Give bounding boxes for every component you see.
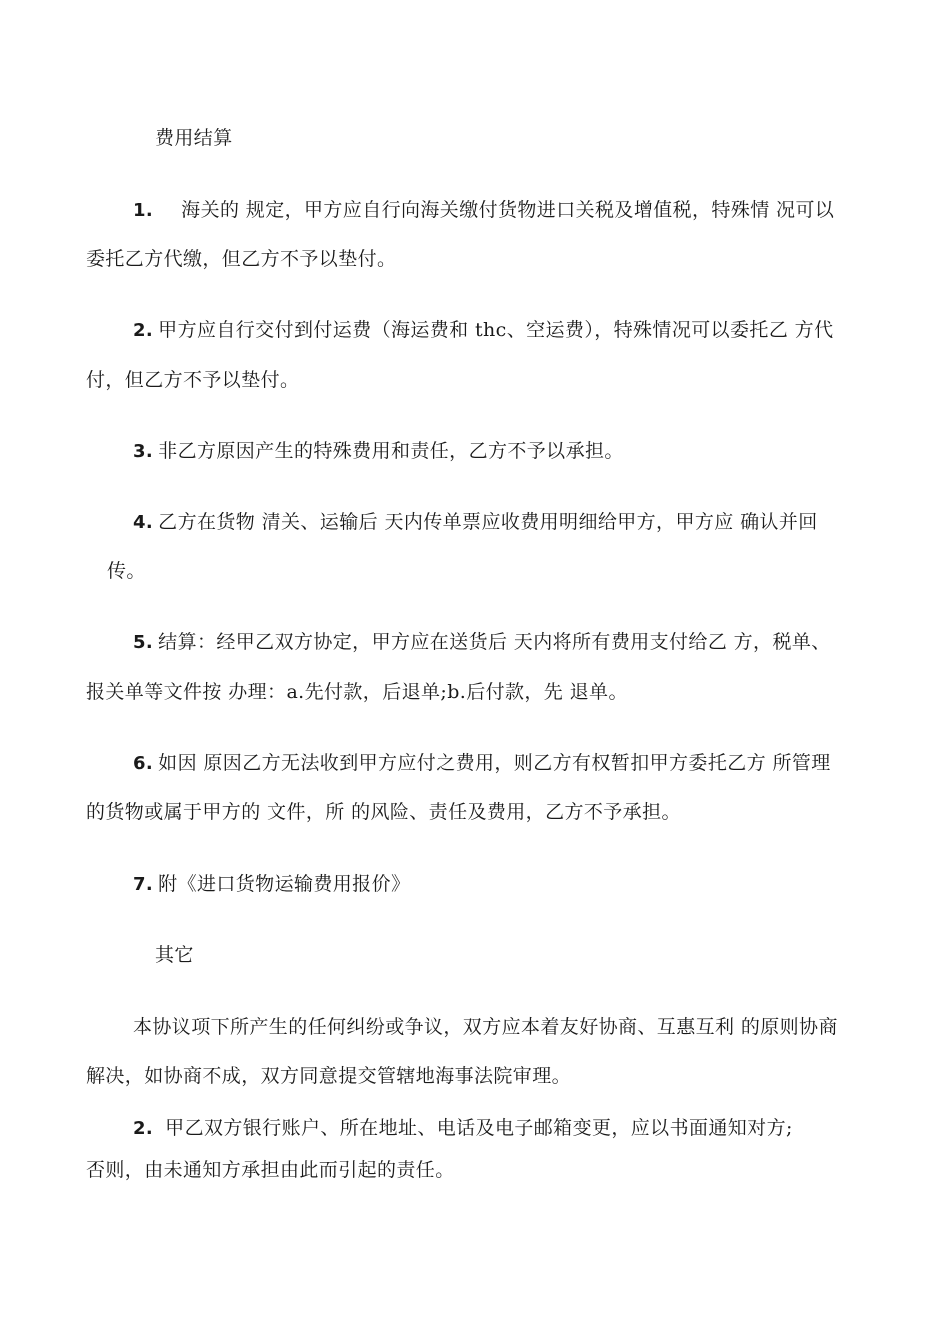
item-number: 1. bbox=[133, 200, 154, 221]
item-text: 甲乙双方银行账户、所在地址、电话及电子邮箱变更，应以书面通知对方; bbox=[165, 1117, 793, 1139]
item-2-first-line bbox=[133, 318, 833, 343]
item-number: 5. bbox=[133, 632, 154, 653]
item-text: 甲方应自行交付到付运费（海运费和 thc、空运费），特殊情况可以委托乙 方代 bbox=[158, 319, 834, 341]
item-number: 4. bbox=[133, 512, 154, 533]
item-text: 乙方在货物 清关、运输后 天内传单票应收费用明细给甲方，甲方应 确认并回 bbox=[158, 511, 818, 533]
item-4-first-line bbox=[133, 510, 818, 535]
item-5-second-line: 报关单等文件按 办理：a.先付款，后退单;b.后付款，先 退单。 bbox=[86, 681, 628, 703]
section-heading-other: 其它 bbox=[155, 944, 194, 966]
item-number: 2. bbox=[133, 1118, 154, 1139]
dispute-paragraph-first-line: 本协议项下所产生的任何纠纷或争议，双方应本着友好协商、互惠互利 的原则协商 bbox=[133, 1016, 838, 1038]
notice-paragraph-first-line bbox=[133, 1116, 793, 1141]
item-3-line bbox=[133, 439, 624, 464]
notice-paragraph-second-line: 否则，由未通知方承担由此而引起的责任。 bbox=[86, 1159, 455, 1181]
item-number: 6. bbox=[133, 753, 154, 774]
item-1-first-line bbox=[133, 198, 834, 223]
item-6-first-line bbox=[133, 751, 831, 776]
item-number: 2. bbox=[133, 320, 154, 341]
item-7-line bbox=[133, 872, 410, 897]
item-6-second-line: 的货物或属于甲方的 文件，所 的风险、责任及费用，乙方不予承担。 bbox=[86, 801, 681, 823]
item-text: 如因 原因乙方无法收到甲方应付之费用，则乙方有权暂扣甲方委托乙方 所管理 bbox=[158, 752, 831, 774]
item-text: 海关的 规定，甲方应自行向海关缴付货物进口关税及增值税，特殊情 况可以 bbox=[181, 199, 835, 221]
item-4-second-line: 传。 bbox=[107, 560, 146, 582]
item-1-second-line: 委托乙方代缴，但乙方不予以垫付。 bbox=[86, 248, 397, 270]
item-text: 非乙方原因产生的特殊费用和责任，乙方不予以承担。 bbox=[158, 440, 624, 462]
section-heading-fee-settlement: 费用结算 bbox=[155, 127, 233, 149]
item-5-first-line bbox=[133, 630, 831, 655]
item-text: 附《进口货物运输费用报价》 bbox=[158, 873, 411, 895]
dispute-paragraph-second-line: 解决，如协商不成，双方同意提交管辖地海事法院审理。 bbox=[86, 1065, 572, 1087]
item-text: 结算：经甲乙双方协定，甲方应在送货后 天内将所有费用支付给乙 方，税单、 bbox=[158, 631, 831, 653]
item-number: 3. bbox=[133, 441, 154, 462]
item-number: 7. bbox=[133, 874, 154, 895]
item-2-second-line: 付，但乙方不予以垫付。 bbox=[86, 369, 300, 391]
